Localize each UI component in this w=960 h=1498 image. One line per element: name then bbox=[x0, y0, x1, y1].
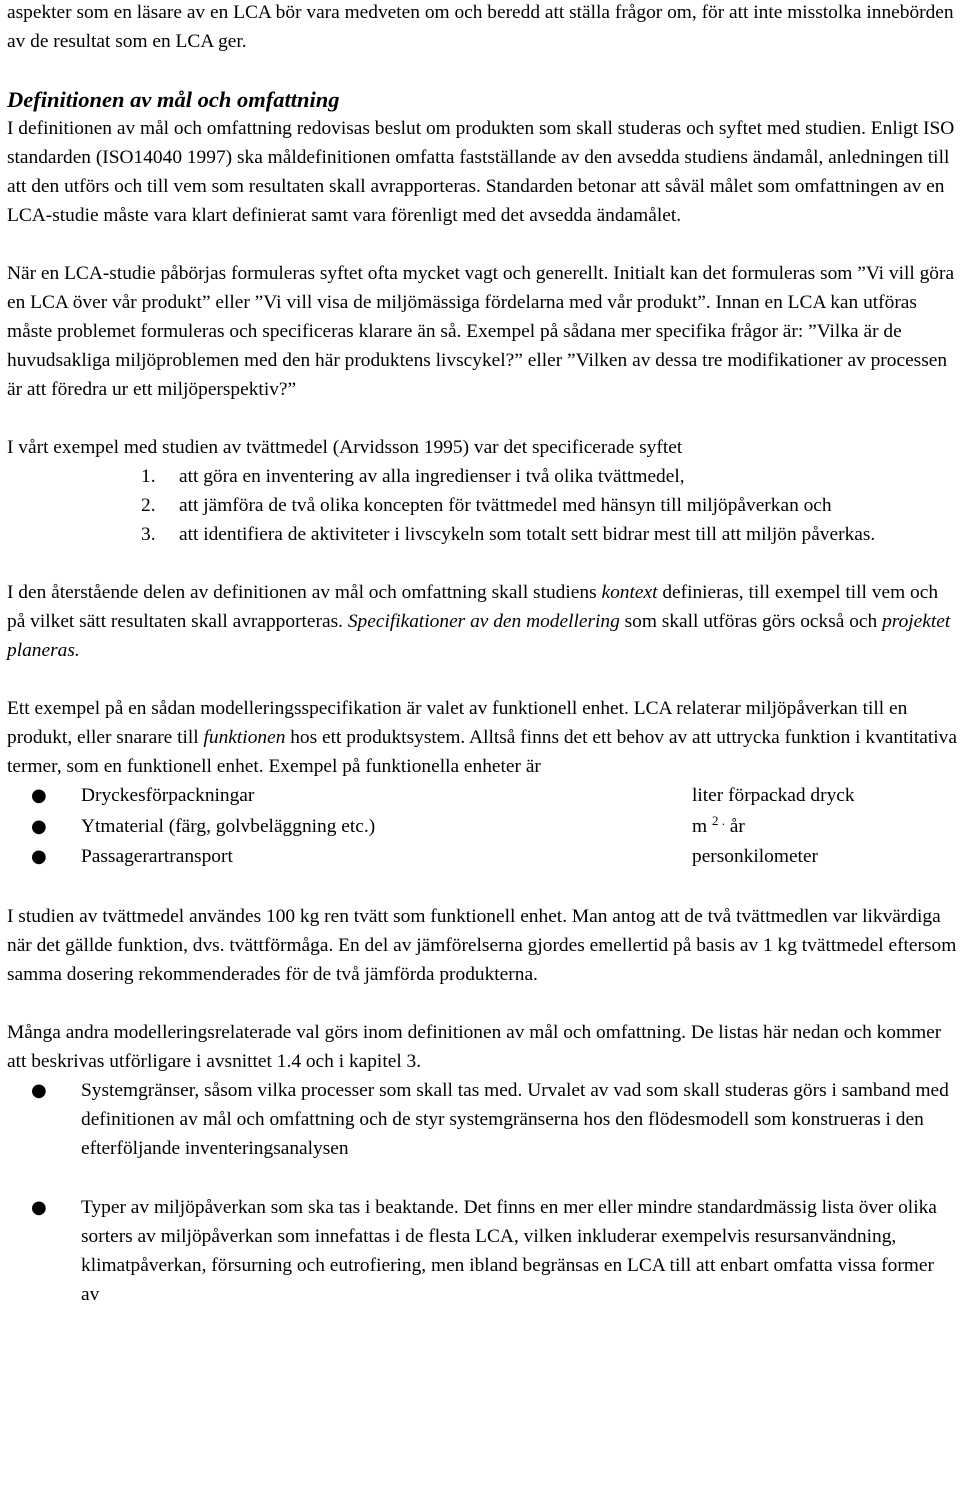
unit-label: Ytmaterial (färg, golvbeläggning etc.) bbox=[81, 815, 376, 837]
bullet-icon: ● bbox=[31, 785, 47, 806]
document-page bbox=[7, 0, 957, 1339]
text-run: som skall utföras görs också och bbox=[619, 611, 883, 632]
list-item bbox=[7, 520, 957, 549]
text-run: definieras, till exempel till vem och på vilket sätt resultaten skall avrapporteras. bbox=[7, 582, 939, 632]
emphasis-projektet: projektet planeras. bbox=[7, 611, 951, 661]
paragraph-definition: I definitionen av mål och omfattning redovisas beslut om produkten som skall studeras och syftet med studien. Enligt ISO standarden (ISO14040 1997) ska måldefinitionen omfatta fastställande av den avsedda studiens ändamål, anledningen till att den utförs och till vem som resultaten skall avrapporteras. Standarden betonar att såväl målet som omfattningen av en LCA-studie måste vara klart definierat samt vara förenligt med det avsedda ändamålet. bbox=[7, 118, 955, 226]
unit-base: m bbox=[692, 815, 708, 837]
list-item bbox=[7, 1076, 957, 1163]
list-item bbox=[7, 1193, 957, 1309]
list-item bbox=[7, 842, 957, 873]
paragraph-context bbox=[7, 578, 957, 665]
list-text: att jämföra de två olika koncepten för tvättmedel med hänsyn till miljöpåverkan och bbox=[179, 495, 832, 516]
text-run: hos ett produktsystem. Alltså finns det ett behov av att uttrycka funktion i kvantitativa termer, som en funktionell enhet. Exempel på funktionella enheter är bbox=[7, 727, 957, 777]
paragraph-example-intro: I vårt exempel med studien av tvättmedel (Arvidsson 1995) var det specificerade syftet bbox=[7, 437, 683, 458]
list-item bbox=[7, 812, 957, 843]
emphasis-specifikationer: Specifikationer av den modellering bbox=[347, 611, 620, 632]
bullet-icon: ● bbox=[31, 846, 47, 868]
list-text: Typer av miljöpåverkan som ska tas i beaktande. Det finns en mer eller mindre standardmässig lista över olika sorters av miljöpåverkan som innefattas i de flesta LCA, vilken inkluderar exempelvis resursanvändning, klimatpåverkan, försurning och eutrofiering, men ibland begränsas en LCA till att enbart omfatta vissa former av bbox=[81, 1196, 937, 1305]
modelling-choices-list bbox=[7, 1076, 957, 1309]
text-run: I den återstående delen av definitionen av mål och omfattning skall studiens bbox=[7, 582, 602, 603]
paragraph-detergent-study: I studien av tvättmedel användes 100 kg ren tvätt som funktionell enhet. Man antog att de två tvättmedlen var likvärdiga när det gällde funktion, dvs. tvättförmåga. En del av jämförelserna gjordes emellertid på basis av 1 kg tvättmedel eftersom samma dosering rekommenderades för de två jämförda produkterna. bbox=[7, 905, 957, 985]
paragraph-functional-unit bbox=[7, 694, 957, 781]
unit-value bbox=[692, 812, 745, 843]
emphasis-kontext: kontext bbox=[601, 582, 658, 603]
list-number: 1. bbox=[141, 466, 156, 487]
bullet-icon: ● bbox=[31, 1079, 47, 1101]
list-item bbox=[7, 462, 957, 491]
bullet-icon: ● bbox=[31, 1196, 47, 1218]
unit-value: personkilometer bbox=[692, 846, 819, 868]
section-heading: Definitionen av mål och omfattning bbox=[7, 87, 340, 112]
list-item bbox=[7, 781, 957, 812]
list-text: att göra en inventering av alla ingredienser i två olika tvättmedel, bbox=[179, 466, 685, 487]
functional-units-list bbox=[7, 781, 957, 873]
intro-continuation: aspekter som en läsare av en LCA bör vara medveten om och beredd att ställa frågor om, för att inte misstolka innebörden av de resultat som en LCA ger. bbox=[7, 2, 954, 52]
text-run: Ett exempel på en sådan modelleringsspecifikation är valet av funktionell enhet. LCA relaterar miljöpåverkan till en produkt, eller snarare till bbox=[7, 698, 908, 748]
purpose-list bbox=[7, 462, 957, 549]
list-number: 2. bbox=[141, 495, 156, 516]
list-item bbox=[7, 491, 957, 520]
paragraph-modelling-choices: Många andra modelleringsrelaterade val görs inom definitionen av mål och omfattning. De listas här nedan och kommer att beskrivas utförligare i avsnittet 1.4 och i kapitel 3. bbox=[7, 1021, 942, 1072]
unit-value: liter förpackad dryck bbox=[692, 785, 855, 806]
list-text: Systemgränser, såsom vilka processer som skall tas med. Urvalet av vad som skall studeras görs i samband med definitionen av mål och omfattning och de styr systemgränserna hos den flödesmodell som konstrueras i den efterföljande inventeringsanalysen bbox=[81, 1079, 949, 1159]
list-number: 3. bbox=[141, 524, 156, 545]
unit-superscript: 2 . bbox=[711, 812, 725, 828]
unit-label: Dryckesförpackningar bbox=[81, 785, 255, 806]
emphasis-funktionen: funktionen bbox=[203, 727, 286, 748]
paragraph-purpose-formulation: När en LCA-studie påbörjas formuleras syftet ofta mycket vagt och generellt. Initialt kan det formuleras som ”Vi vill göra en LCA över vår produkt” eller ”Vi vill visa de miljömässiga fördelarna med vår produkt”. Innan en LCA kan utföras måste problemet formuleras och specificeras klarare än så. Exempel på sådana mer specifika frågor är: ”Vilka är de huvudsakliga miljöproblemen med den här produktens livscykel?” eller ”Vilken av dessa tre modifikationer av processen är att föredra ur ett miljöperspektiv?” bbox=[7, 263, 955, 400]
unit-label: Passagerartransport bbox=[81, 846, 233, 868]
unit-rest: år bbox=[724, 815, 745, 837]
list-text: att identifiera de aktiviteter i livscykeln som totalt sett bidrar mest till att miljön påverkas. bbox=[179, 524, 876, 545]
bullet-icon: ● bbox=[31, 815, 47, 837]
